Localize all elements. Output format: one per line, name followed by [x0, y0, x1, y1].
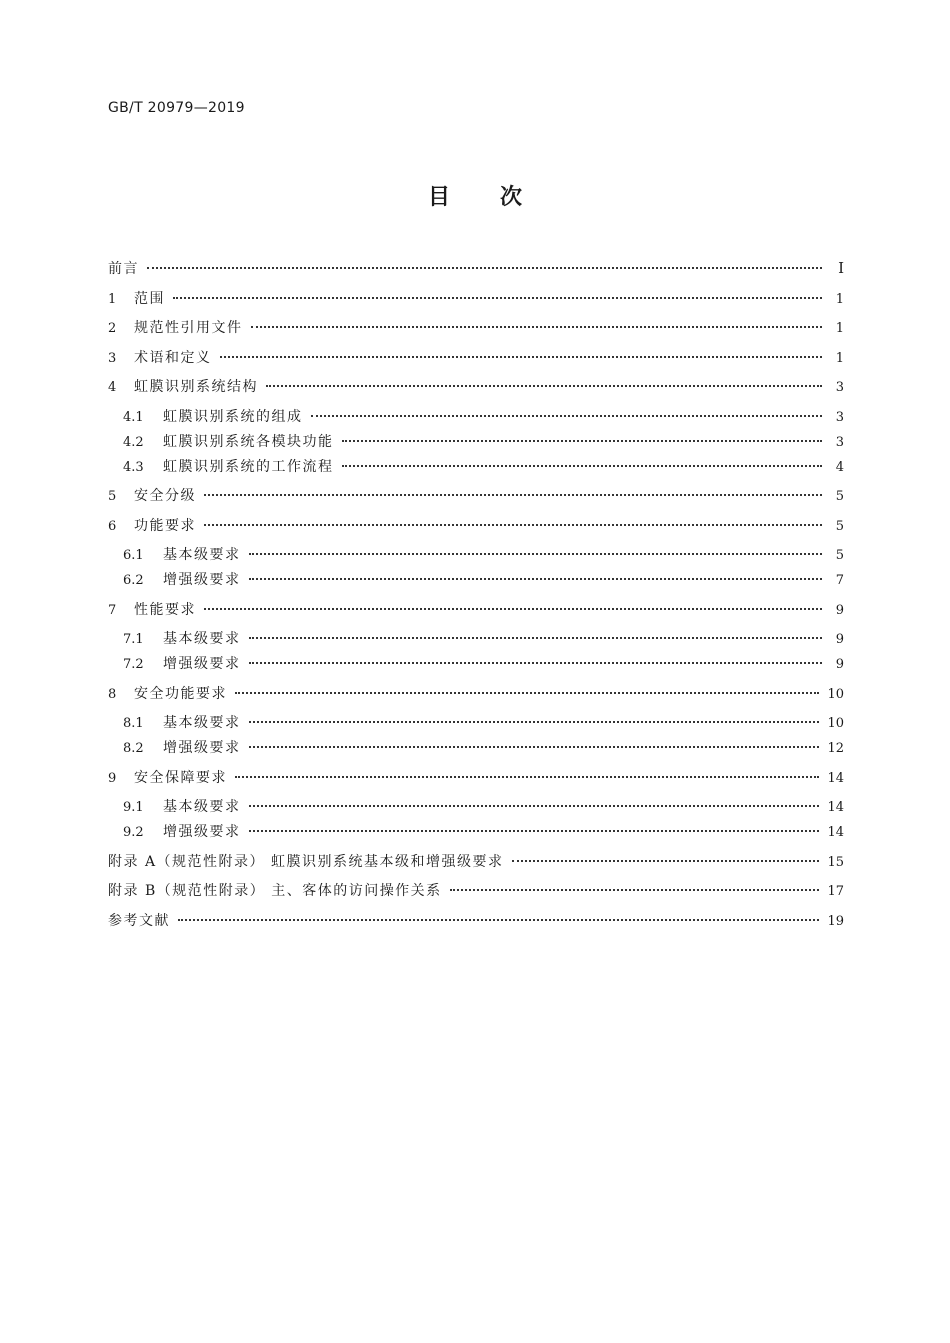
toc-dot-leader — [204, 608, 822, 610]
toc-dot-leader — [235, 776, 819, 778]
toc-dot-leader — [311, 415, 823, 417]
toc-entry-number: 7.2 — [123, 657, 144, 672]
toc-entry-page: 9 — [835, 657, 844, 672]
toc-entry[interactable] — [108, 712, 844, 737]
toc-entry[interactable] — [108, 431, 844, 456]
toc-entry-page: 14 — [827, 825, 844, 840]
toc-entry-number: 4 — [108, 380, 117, 395]
toc-entry-page: 10 — [827, 686, 844, 702]
table-of-contents — [108, 258, 844, 939]
toc-entry[interactable] — [108, 683, 844, 713]
toc-entry-number: 9 — [108, 770, 117, 786]
toc-entry-label: 附录 A（规范性附录） 虹膜识别系统基本级和增强级要求 — [108, 853, 504, 870]
toc-entry-label: 增强级要求 — [163, 824, 241, 840]
toc-entry[interactable] — [108, 569, 844, 599]
toc-dot-leader — [249, 805, 820, 807]
toc-entry[interactable] — [108, 851, 844, 881]
toc-entry[interactable] — [108, 737, 844, 767]
toc-entry[interactable] — [108, 910, 844, 940]
toc-entry-label: 增强级要求 — [163, 572, 241, 588]
toc-entry-label: 安全功能要求 — [134, 685, 227, 702]
toc-entry-number: 7 — [108, 602, 117, 618]
toc-dot-leader — [266, 385, 822, 387]
toc-entry-page: Ⅰ — [838, 259, 844, 277]
toc-entry-number: 6.1 — [123, 548, 144, 563]
toc-entry[interactable] — [108, 796, 844, 821]
toc-entry-label: 增强级要求 — [163, 740, 241, 756]
toc-dot-leader — [147, 267, 822, 269]
toc-entry-page: 10 — [827, 716, 844, 731]
toc-entry-label: 术语和定义 — [134, 349, 212, 366]
toc-entry-label: 基本级要求 — [163, 715, 241, 731]
page-title: 目次 — [427, 185, 572, 210]
toc-entry-label: 参考文献 — [108, 912, 170, 929]
toc-entry-label: 虹膜识别系统各模块功能 — [163, 433, 334, 450]
toc-entry[interactable] — [108, 767, 844, 797]
toc-entry-label: 基本级要求 — [163, 547, 241, 563]
toc-dot-leader — [220, 356, 823, 358]
toc-entry-label: 性能要求 — [134, 601, 196, 618]
toc-entry-page: 14 — [827, 770, 844, 786]
toc-entry-number: 7.1 — [123, 632, 144, 647]
toc-dot-leader — [235, 692, 819, 694]
toc-dot-leader — [249, 662, 823, 664]
toc-dot-leader — [342, 465, 823, 467]
toc-entry-label: 安全保障要求 — [134, 769, 227, 786]
toc-entry[interactable] — [108, 544, 844, 569]
toc-entry-page: 1 — [835, 321, 844, 336]
toc-dot-leader — [178, 919, 819, 921]
toc-entry[interactable] — [108, 317, 844, 347]
toc-entry-number: 8.1 — [123, 716, 144, 731]
toc-entry-page: 3 — [835, 434, 844, 450]
toc-entry[interactable] — [108, 258, 844, 288]
toc-entry-page: 4 — [835, 459, 844, 475]
toc-entry-label: 增强级要求 — [163, 656, 241, 672]
toc-entry-label: 前言 — [108, 261, 139, 277]
toc-entry-number: 8 — [108, 686, 117, 702]
toc-entry-number: 4.2 — [123, 434, 144, 450]
toc-entry-number: 1 — [108, 291, 117, 307]
toc-dot-leader — [249, 637, 823, 639]
toc-dot-leader — [249, 746, 820, 748]
toc-entry-number: 4.1 — [123, 409, 144, 425]
toc-entry-label: 基本级要求 — [163, 799, 241, 815]
toc-entry-label: 虹膜识别系统的工作流程 — [163, 458, 334, 475]
toc-entry-page: 5 — [835, 548, 844, 563]
toc-entry-label: 范围 — [134, 290, 165, 307]
toc-entry-label: 附录 B（规范性附录） 主、客体的访问操作关系 — [108, 883, 442, 899]
toc-dot-leader — [204, 494, 822, 496]
toc-dot-leader — [450, 889, 820, 891]
toc-entry[interactable] — [108, 628, 844, 653]
toc-dot-leader — [249, 578, 823, 580]
toc-entry-label: 基本级要求 — [163, 631, 241, 647]
toc-entry-number: 9.1 — [123, 800, 144, 815]
toc-entry-number: 9.2 — [123, 825, 144, 840]
toc-entry-label: 安全分级 — [134, 488, 196, 504]
toc-entry-page: 7 — [835, 573, 844, 588]
toc-entry-page: 17 — [827, 884, 844, 899]
toc-dot-leader — [251, 326, 823, 328]
toc-entry-page: 9 — [835, 602, 844, 618]
toc-entry-number: 3 — [108, 350, 117, 366]
toc-entry-page: 12 — [827, 741, 844, 756]
toc-entry-label: 虹膜识别系统的组成 — [163, 408, 303, 425]
toc-entry[interactable] — [108, 821, 844, 851]
toc-dot-leader — [249, 830, 820, 832]
toc-dot-leader — [342, 440, 823, 442]
toc-dot-leader — [249, 721, 820, 723]
toc-entry-number: 6 — [108, 518, 117, 534]
toc-entry-label: 功能要求 — [134, 517, 196, 534]
toc-entry[interactable] — [108, 456, 844, 486]
toc-dot-leader — [512, 860, 820, 862]
toc-entry-page: 3 — [835, 409, 844, 425]
toc-entry-number: 4.3 — [123, 459, 144, 475]
toc-dot-leader — [204, 524, 822, 526]
toc-entry-page: 5 — [835, 518, 844, 534]
toc-entry-page: 1 — [835, 291, 844, 307]
toc-entry[interactable] — [108, 288, 844, 318]
toc-dot-leader — [173, 297, 822, 299]
toc-entry[interactable] — [108, 653, 844, 683]
toc-entry[interactable] — [108, 599, 844, 629]
toc-entry-label: 规范性引用文件 — [134, 320, 243, 336]
toc-entry-label: 虹膜识别系统结构 — [134, 379, 258, 395]
toc-entry-number: 2 — [108, 321, 117, 336]
standard-code: GB/T 20979—2019 — [108, 100, 245, 116]
toc-entry-page: 5 — [835, 489, 844, 504]
toc-entry-page: 9 — [835, 632, 844, 647]
toc-entry-page: 14 — [827, 800, 844, 815]
toc-entry[interactable] — [108, 485, 844, 515]
toc-entry[interactable] — [108, 376, 844, 406]
toc-entry[interactable] — [108, 347, 844, 377]
toc-entry[interactable] — [108, 880, 844, 910]
toc-entry-number: 8.2 — [123, 741, 144, 756]
toc-entry-page: 1 — [835, 350, 844, 366]
toc-entry-number: 6.2 — [123, 573, 144, 588]
toc-entry-page: 3 — [835, 380, 844, 395]
toc-entry-number: 5 — [108, 489, 117, 504]
toc-entry-page: 15 — [827, 854, 844, 870]
toc-dot-leader — [249, 553, 823, 555]
toc-entry[interactable] — [108, 406, 844, 431]
toc-entry-page: 19 — [827, 913, 844, 929]
toc-entry[interactable] — [108, 515, 844, 545]
